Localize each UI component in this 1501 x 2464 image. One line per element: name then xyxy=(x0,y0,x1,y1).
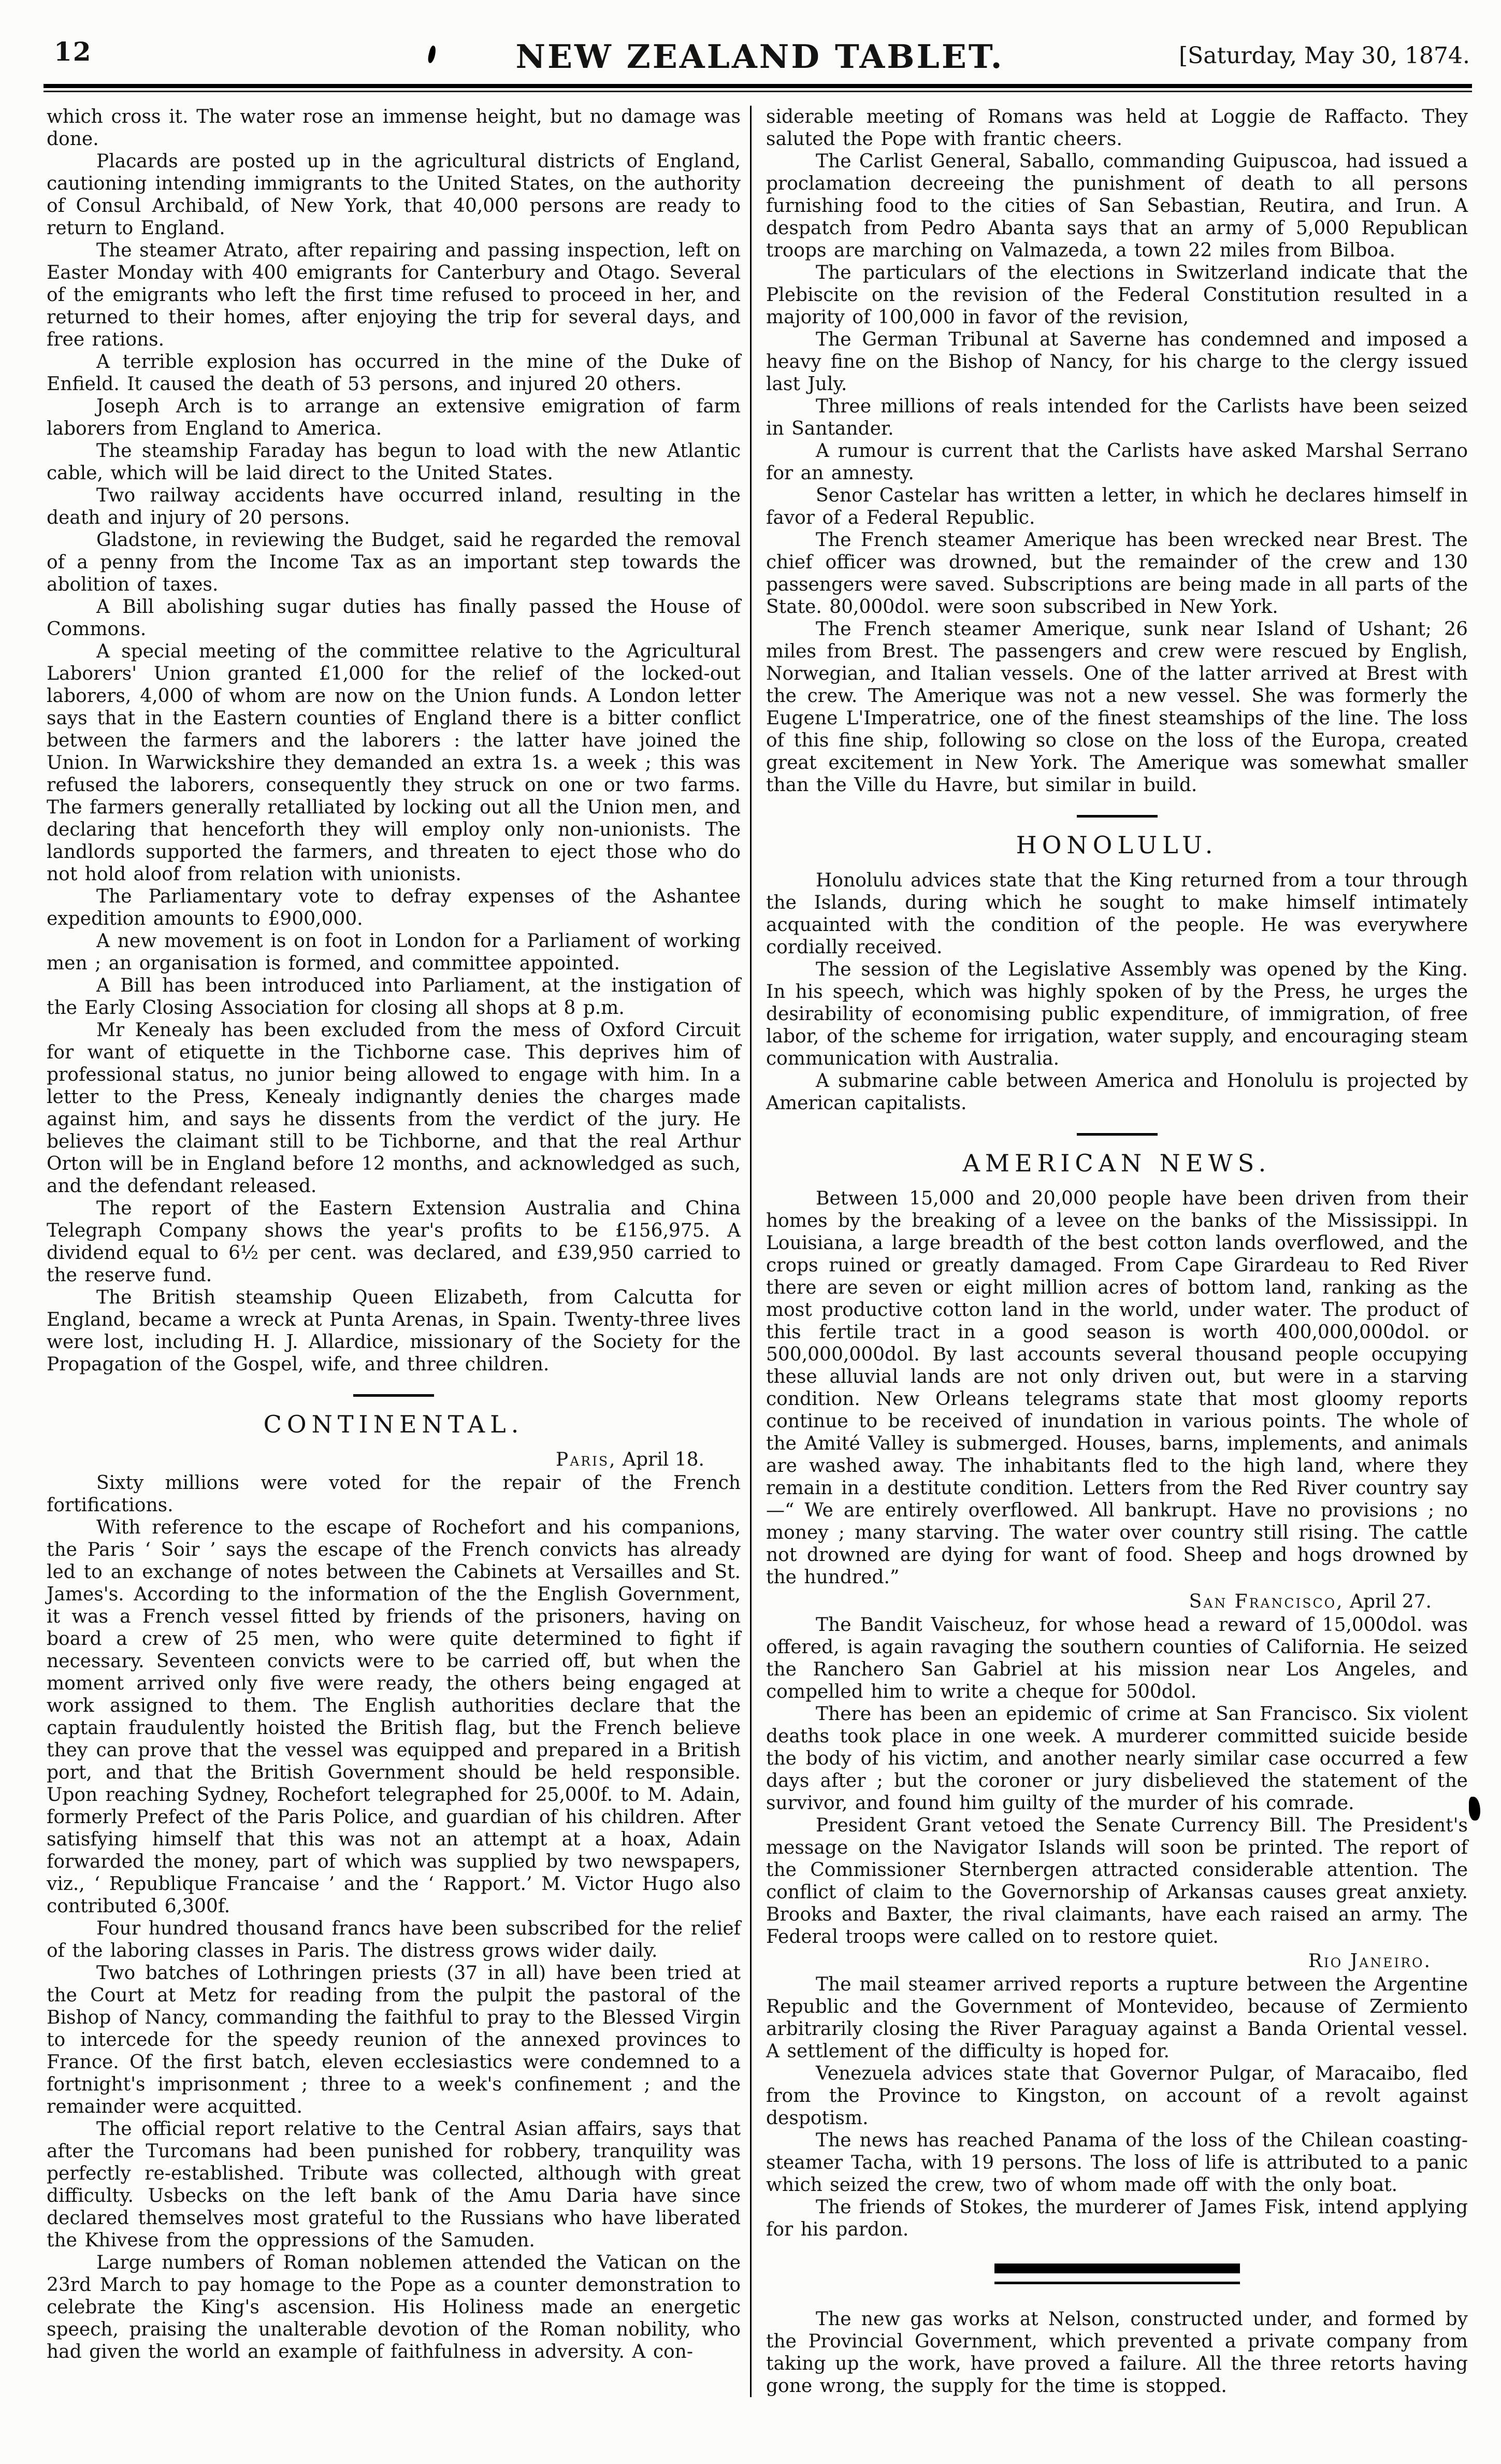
paragraph: Two railway accidents have occurred inland, resulting in the death and injury of 20 persons. xyxy=(47,485,741,528)
ink-blot xyxy=(1469,1797,1480,1821)
paragraph: Joseph Arch is to arrange an extensive emigration of farm laborers from England to America. xyxy=(47,396,741,439)
paragraph: President Grant vetoed the Senate Currency Bill. The President's message on the Navigator Islands will soon be printed. The report of the Commissioner Sternbergen attracted considerable attention. The conflict of claim to the Governorship of Arkansas causes great anxiety. Brooks and Baxter, the rival claimants, have each raised an army. The Federal troops were called on to restore quiet. xyxy=(766,1815,1468,1947)
dateline xyxy=(47,1449,741,1471)
section-heading: CONTINENTAL. xyxy=(263,1410,524,1438)
paragraph: A terrible explosion has occurred in the mine of the Duke of Enfield. It caused the death of 53 persons, and injured 20 others. xyxy=(47,351,741,395)
section-divider-double xyxy=(994,2264,1240,2284)
paragraph: The steamship Faraday has begun to load with the new Atlantic cable, which will be laid direct to the United States. xyxy=(47,440,741,484)
section-heading: AMERICAN NEWS. xyxy=(962,1149,1272,1177)
section-heading: HONOLULU. xyxy=(1016,831,1218,859)
paragraph: The new gas works at Nelson, constructed under, and formed by the Provincial Government, which prevented a private company from taking up the work, have proved a failure. All the three retorts having gone wrong, the supply for the time is stopped. xyxy=(766,2309,1468,2397)
paragraph: siderable meeting of Romans was held at Loggie de Raffacto. They saluted the Pope with frantic cheers. xyxy=(766,106,1468,150)
paragraph: Placards are posted up in the agricultural districts of England, cautioning intending immigrants to the United States, on the authority of Consul Archibald, of New York, that 40,000 persons are ready to return to England. xyxy=(47,151,741,239)
paragraph: Mr Kenealy has been excluded from the mess of Oxford Circuit for want of etiquette in the Tichborne case. This deprives him of professional status, no junior being allowed to engage with him. In a letter to the Press, Kenealy indignantly denies the charges made against him, and says he dissents from the verdict of the jury. He believes the claimant still to be Tichborne, and that the real Arthur Orton will be in England before 12 months, and acknowledged as such, and the defendant released. xyxy=(47,1020,741,1197)
paragraph: A rumour is current that the Carlists have asked Marshal Serrano for an amnesty. xyxy=(766,440,1468,484)
paragraph: Between 15,000 and 20,000 people have been driven from their homes by the breaking of a levee on the banks of the Mississippi. In Louisiana, a large breadth of the best cotton lands overflowed, and the crops ruined or greatly damaged. From Cape Girardeau to Red River there are seven or eight million acres of bottom land, ranking as the most productive cotton land in the world, under water. The product of this fertile tract in a good season is worth 400,000,000dol. or 500,000,000dol. By last accounts several thousand people occupying these alluvial lands are not only driven out, but were in a starving condition. New Orleans telegrams state that most gloomy reports continue to be received of inundation in various points. The whole of the Amité Valley is submerged. Houses, barns, implements, and animals are washed away. The inhabitants fled to the high land, where they remain in a destitute condition. Letters from the Red River country say—“ We are entirely overflowed. All bankrupt. Have no provisions ; no money ; many starving. The water over country still rising. The cattle not drowned are dying for want of food. Sheep and hogs drowned by the hundred.” xyxy=(766,1188,1468,1588)
issue-date: [Saturday, May 30, 1874. xyxy=(1178,42,1470,69)
paragraph: The British steamship Queen Elizabeth, from Calcutta for England, became a wreck at Punta Arenas, in Spain. Twenty-three lives were lost, including H. J. Allardice, missionary of the Society for the Propagation of the Gospel, wife, and three children. xyxy=(47,1287,741,1375)
column-right xyxy=(750,106,1468,2397)
dateline-place: San Francisco, xyxy=(1189,1591,1344,1612)
paper-title: NEW ZEALAND TABLET. xyxy=(515,37,1004,76)
paragraph: With reference to the escape of Rochefort and his companions, the Paris ‘ Soir ’ says the escape of the French convicts has already led to an exchange of notes between the Cabinets at Versailles and St. James's. According to the information of the the English Government, it was a French vessel fitted by friends of the prisoners, having on board a crew of 25 men, who were quite determined to fight if necessary. Seventeen convicts were to be carried off, but when the moment arrived only five were ready, the others being engaged at work assigned to them. The English authorities declare that the captain fraudulently hoisted the British flag, but the French believe they can prove that the vessel was equipped and prepared in a British port, and that the British Government should be held responsible. Upon reaching Sydney, Rochefort telegraphed for 25,000f. to M. Adain, formerly Prefect of the Paris Police, and guardian of his children. After satisfying himself that this was not an attempt at a hoax, Adain forwarded the money, part of which was supplied by two newspapers, viz., ‘ Republique Francaise ’ and the ‘ Rapport.’ M. Victor Hugo also contributed 6,300f. xyxy=(47,1517,741,1917)
paragraph: Honolulu advices state that the King returned from a tour through the Islands, during which he sought to make himself intimately acquainted with the condition of the people. He was everywhere cordially received. xyxy=(766,870,1468,958)
paragraph: Four hundred thousand francs have been subscribed for the relief of the laboring classes in Paris. The distress grows wider daily. xyxy=(47,1918,741,1961)
dateline-place: Rio Janeiro. xyxy=(1308,1951,1432,1972)
section-divider xyxy=(1077,815,1158,818)
paragraph: The Carlist General, Saballo, commanding Guipuscoa, had issued a proclamation decreeing the punishment of death to all persons furnishing food to the cities of San Sebastian, Reutira, and Irun. A despatch from Pedro Abanta says that an army of 5,000 Republican troops are marching on Valmazeda, a town 22 miles from Bilboa. xyxy=(766,151,1468,261)
paragraph: Sixty millions were voted for the repair of the French fortifications. xyxy=(47,1472,741,1516)
page-number: 12 xyxy=(54,36,92,67)
paragraph: A submarine cable between America and Honolulu is projected by American capitalists. xyxy=(766,1070,1468,1114)
paragraph: A new movement is on foot in London for a Parliament of working men ; an organisation is formed, and committee appointed. xyxy=(47,930,741,974)
paragraph: The report of the Eastern Extension Australia and China Telegraph Company shows the year's profits to be £156,975. A dividend equal to 6½ per cent. was declared, and £39,950 carried to the reserve fund. xyxy=(47,1198,741,1286)
dateline xyxy=(766,1950,1468,1972)
paragraph: Two batches of Lothringen priests (37 in all) have been tried at the Court at Metz for reading from the pulpit the pastoral of the Bishop of Nancy, commanding the faithful to pray to the Blessed Virgin to intercede for the speedy reunion of the annexed provinces to France. Of the first batch, eleven ecclesiastics were condemned to a fortnight's imprisonment ; three to a week's confinement ; and the remainder were acquitted. xyxy=(47,1962,741,2117)
paragraph: The French steamer Amerique, sunk near Island of Ushant; 26 miles from Brest. The passengers and crew were rescued by English, Norwegian, and Italian vessels. One of the latter arrived at Brest with the crew. The Amerique was not a new vessel. She was formerly the Eugene L'Imperatrice, one of the finest steamships of the line. The loss of this fine ship, following so close on the loss of the Europa, created great excitement in New York. The Amerique was somewhat smaller than the Ville du Havre, but similar in build. xyxy=(766,619,1468,796)
paragraph: The Bandit Vaischeuz, for whose head a reward of 15,000dol. was offered, is again ravaging the southern counties of California. He seized the Ranchero San Gabriel at his mission near Los Angeles, and compelled him to write a cheque for 500dol. xyxy=(766,1614,1468,1702)
paragraph: Gladstone, in reviewing the Budget, said he regarded the removal of a penny from the Income Tax as an important step towards the abolition of taxes. xyxy=(47,529,741,595)
paragraph: A Bill has been introduced into Parliament, at the instigation of the Early Closing Association for closing all shops at 8 p.m. xyxy=(47,975,741,1019)
dateline-date: April 18. xyxy=(616,1449,704,1470)
dateline-place: Paris, xyxy=(556,1449,617,1470)
section-divider xyxy=(1077,1133,1158,1136)
paragraph: Large numbers of Roman noblemen attended the Vatican on the 23rd March to pay homage to the Pope as a counter demonstration to celebrate the King's ascension. His Holiness made an energetic speech, praising the unalterable devotion of the Roman nobility, who had given the world an example of faithfulness in adversity. A con- xyxy=(47,2252,741,2362)
paragraph: Venezuela advices state that Governor Pulgar, of Maracaibo, fled from the Province to Kingston, on account of a revolt against despotism. xyxy=(766,2063,1468,2129)
paragraph: The French steamer Amerique has been wrecked near Brest. The chief officer was drowned, but the remainder of the crew and 130 passengers were saved. Subscriptions are being made in all parts of the State. 80,000dol. were soon subscribed in New York. xyxy=(766,529,1468,618)
paragraph: The session of the Legislative Assembly was opened by the King. In his speech, which was highly spoken of by the Press, he urges the desirability of economising public expenditure, of immigration, of free labor, of the scheme for irrigation, water supply, and encouraging steam communication with Australia. xyxy=(766,959,1468,1069)
paragraph: The German Tribunal at Saverne has condemned and imposed a heavy fine on the Bishop of Nancy, for his charge to the clergy issued last July. xyxy=(766,329,1468,395)
paragraph: which cross it. The water rose an immense height, but no damage was done. xyxy=(47,106,741,150)
columns xyxy=(47,106,1468,2397)
paragraph: The Parliamentary vote to defray expenses of the Ashantee expedition amounts to £900,000. xyxy=(47,886,741,929)
paragraph: Three millions of reals intended for the Carlists have been seized in Santander. xyxy=(766,396,1468,439)
masthead-rule xyxy=(44,84,1472,92)
dateline-date: April 27. xyxy=(1344,1591,1432,1612)
paragraph: There has been an epidemic of crime at San Francisco. Six violent deaths took place in one week. A murderer committed suicide beside the body of his victim, and another nearly similar case occurred a few days after ; but the coroner or jury disbelieved the statement of the survivor, and found him guilty of the murder of his comrade. xyxy=(766,1703,1468,1814)
paragraph: A special meeting of the committee relative to the Agricultural Laborers' Union granted £1,000 for the relief of the locked-out laborers, 4,000 of whom are now on the Union funds. A London letter says that in the Eastern counties of England there is a bitter conflict between the farmers and the laborers : the latter have joined the Union. In Warwickshire they demanded an extra 1s. a week ; this was refused the laborers, consequently they struck on one or two farms. The farmers generally retalliated by locking out all the Union men, and declaring that henceforth they will employ only non-unionists. The landlords supported the farmers, and threaten to eject those who do not hold aloof from relation with unionists. xyxy=(47,641,741,885)
dateline xyxy=(766,1591,1468,1613)
section-divider xyxy=(353,1394,434,1397)
column-left xyxy=(47,106,750,2363)
masthead xyxy=(50,27,1470,79)
paragraph: The official report relative to the Central Asian affairs, says that after the Turcomans had been punished for robbery, tranquility was perfectly re-established. Tribute was collected, although with great difficulty. Usbecks on the left bank of the Amu Daria have since declared themselves most grateful to the Russians who have liberated the Khivese from the oppressions of the Samuden. xyxy=(47,2118,741,2251)
paragraph: A Bill abolishing sugar duties has finally passed the House of Commons. xyxy=(47,596,741,640)
paragraph: The mail steamer arrived reports a rupture between the Argentine Republic and the Government of Montevideo, because of Zermiento arbitrarily closing the River Paraguay against a Banda Oriental vessel. A settlement of the difficulty is hoped for. xyxy=(766,1974,1468,2062)
paragraph: The friends of Stokes, the murderer of James Fisk, intend applying for his pardon. xyxy=(766,2197,1468,2240)
paragraph: Senor Castelar has written a letter, in which he declares himself in favor of a Federal Republic. xyxy=(766,485,1468,528)
paragraph: The steamer Atrato, after repairing and passing inspection, left on Easter Monday with 400 emigrants for Canterbury and Otago. Several of the emigrants who left the first time refused to proceed in her, and returned to their homes, after enjoying the trip for several days, and free rations. xyxy=(47,240,741,350)
paragraph: The news has reached Panama of the loss of the Chilean coasting-steamer Tacha, with 19 persons. The loss of life is attributed to a panic which seized the crew, two of whom made off with the only boat. xyxy=(766,2130,1468,2196)
paragraph: The particulars of the elections in Switzerland indicate that the Plebiscite on the revision of the Federal Constitution resulted in a majority of 100,000 in favor of the revision, xyxy=(766,262,1468,328)
